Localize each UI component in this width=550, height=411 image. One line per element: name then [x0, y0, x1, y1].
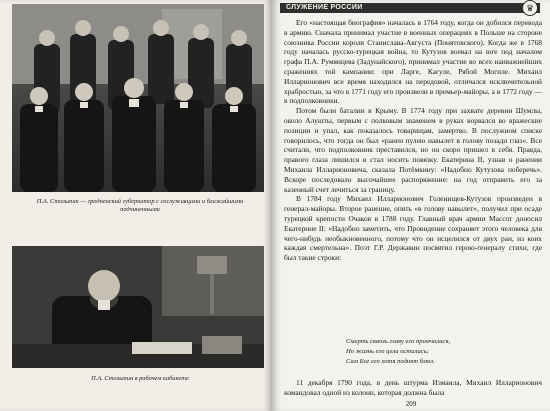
group-photo-caption: П.А. Столыпин — гродненский губернатор с сослуживцами и ближайшими подчиненными	[36, 198, 244, 213]
poem	[346, 337, 526, 367]
body-text	[284, 18, 542, 263]
group-photo-image	[12, 4, 264, 192]
continuation-text	[284, 378, 542, 398]
paragraph: Потом были баталии в Крыму. В 1774 году при захвате деревни Шумлы, около Алушты, первым с полковым знаменем в руках ворвался во вражеские позиции и упал, как показалось товарищам, замертво. В послужном списке говорилось, что тогда он был «ранен пулею навылет в голову позади глаз». Все считали, что подполковник преставился, но он скоро пришел в себя. Правда, правого глаза лишился и стал носить повязку. Екатерина II, узнав о ранении Михаила Илларионовича, сказала Потёмкину: «Надобно Кутузова поберечь». Вскоре последовало высочайшее распоряжение: на год отправить его за казенный счет лечиться за границу.	[284, 106, 542, 194]
office-photo-caption: П.А. Столыпин в рабочем кабинете	[91, 375, 189, 382]
poem-line: Смерть сквозь главу его промчалася,	[346, 338, 451, 345]
running-head: СЛУЖЕНИЕ РОССИИ	[280, 3, 540, 13]
paragraph: Его «настоящая биография» началась в 1764 году, когда он добился перевода в армию. Сначала принимал участие в военных операциях в Польше на стороне союзника России короля Станислава-Августа (Понятовского). Когда же в 1768 году началась русско-турецкая война, то Кутузов воевал на юге под началом графа П.А. Румянцева (Задунайского), принимал участие во всех наиважнейших сражениях той кампании: при Ларге, Кагуле, Рябой Могиле. Михаил Илларионович все время находился на передовой, отличался исключительной храбростью, за что в 1771 году его произвели в премьер-майоры, а в 1772 году — в подполковники.	[284, 18, 542, 106]
page-number: 209	[405, 400, 417, 408]
poem-line: Сам Бог его хотя поднят блюл.	[346, 358, 435, 365]
group-photo	[12, 4, 264, 192]
paragraph: 11 декабря 1790 года, в день штурма Измаила, Михаил Илларионович командовал одной из колонн, которая должна была	[284, 378, 542, 397]
office-photo	[12, 246, 264, 368]
office-photo-image	[12, 246, 264, 368]
paragraph: В 1784 году Михаил Илларионович Голенищев-Кутузов произведен в генерал-майоры. Второе ранение, опять «в голову навылет», получил при осаде турецкой крепости Очаков в 1788 году. Главный врач армии Массот доносил Екатерине II: «Надобно заметить, что Провидение сохраняет этого человека для чего-нибудь необыкновенного, потому что он исцелился от двух ран, из коих каждая смертельна». Поэт Г.Р. Державин посвятил герою-генералу стихи, где был такие строки:	[284, 194, 542, 263]
poem-line: Но жизнь его цела осталась;	[346, 348, 429, 355]
right-page	[272, 0, 550, 411]
left-page	[0, 0, 272, 411]
double-headed-eagle-icon: ♛	[522, 0, 538, 16]
